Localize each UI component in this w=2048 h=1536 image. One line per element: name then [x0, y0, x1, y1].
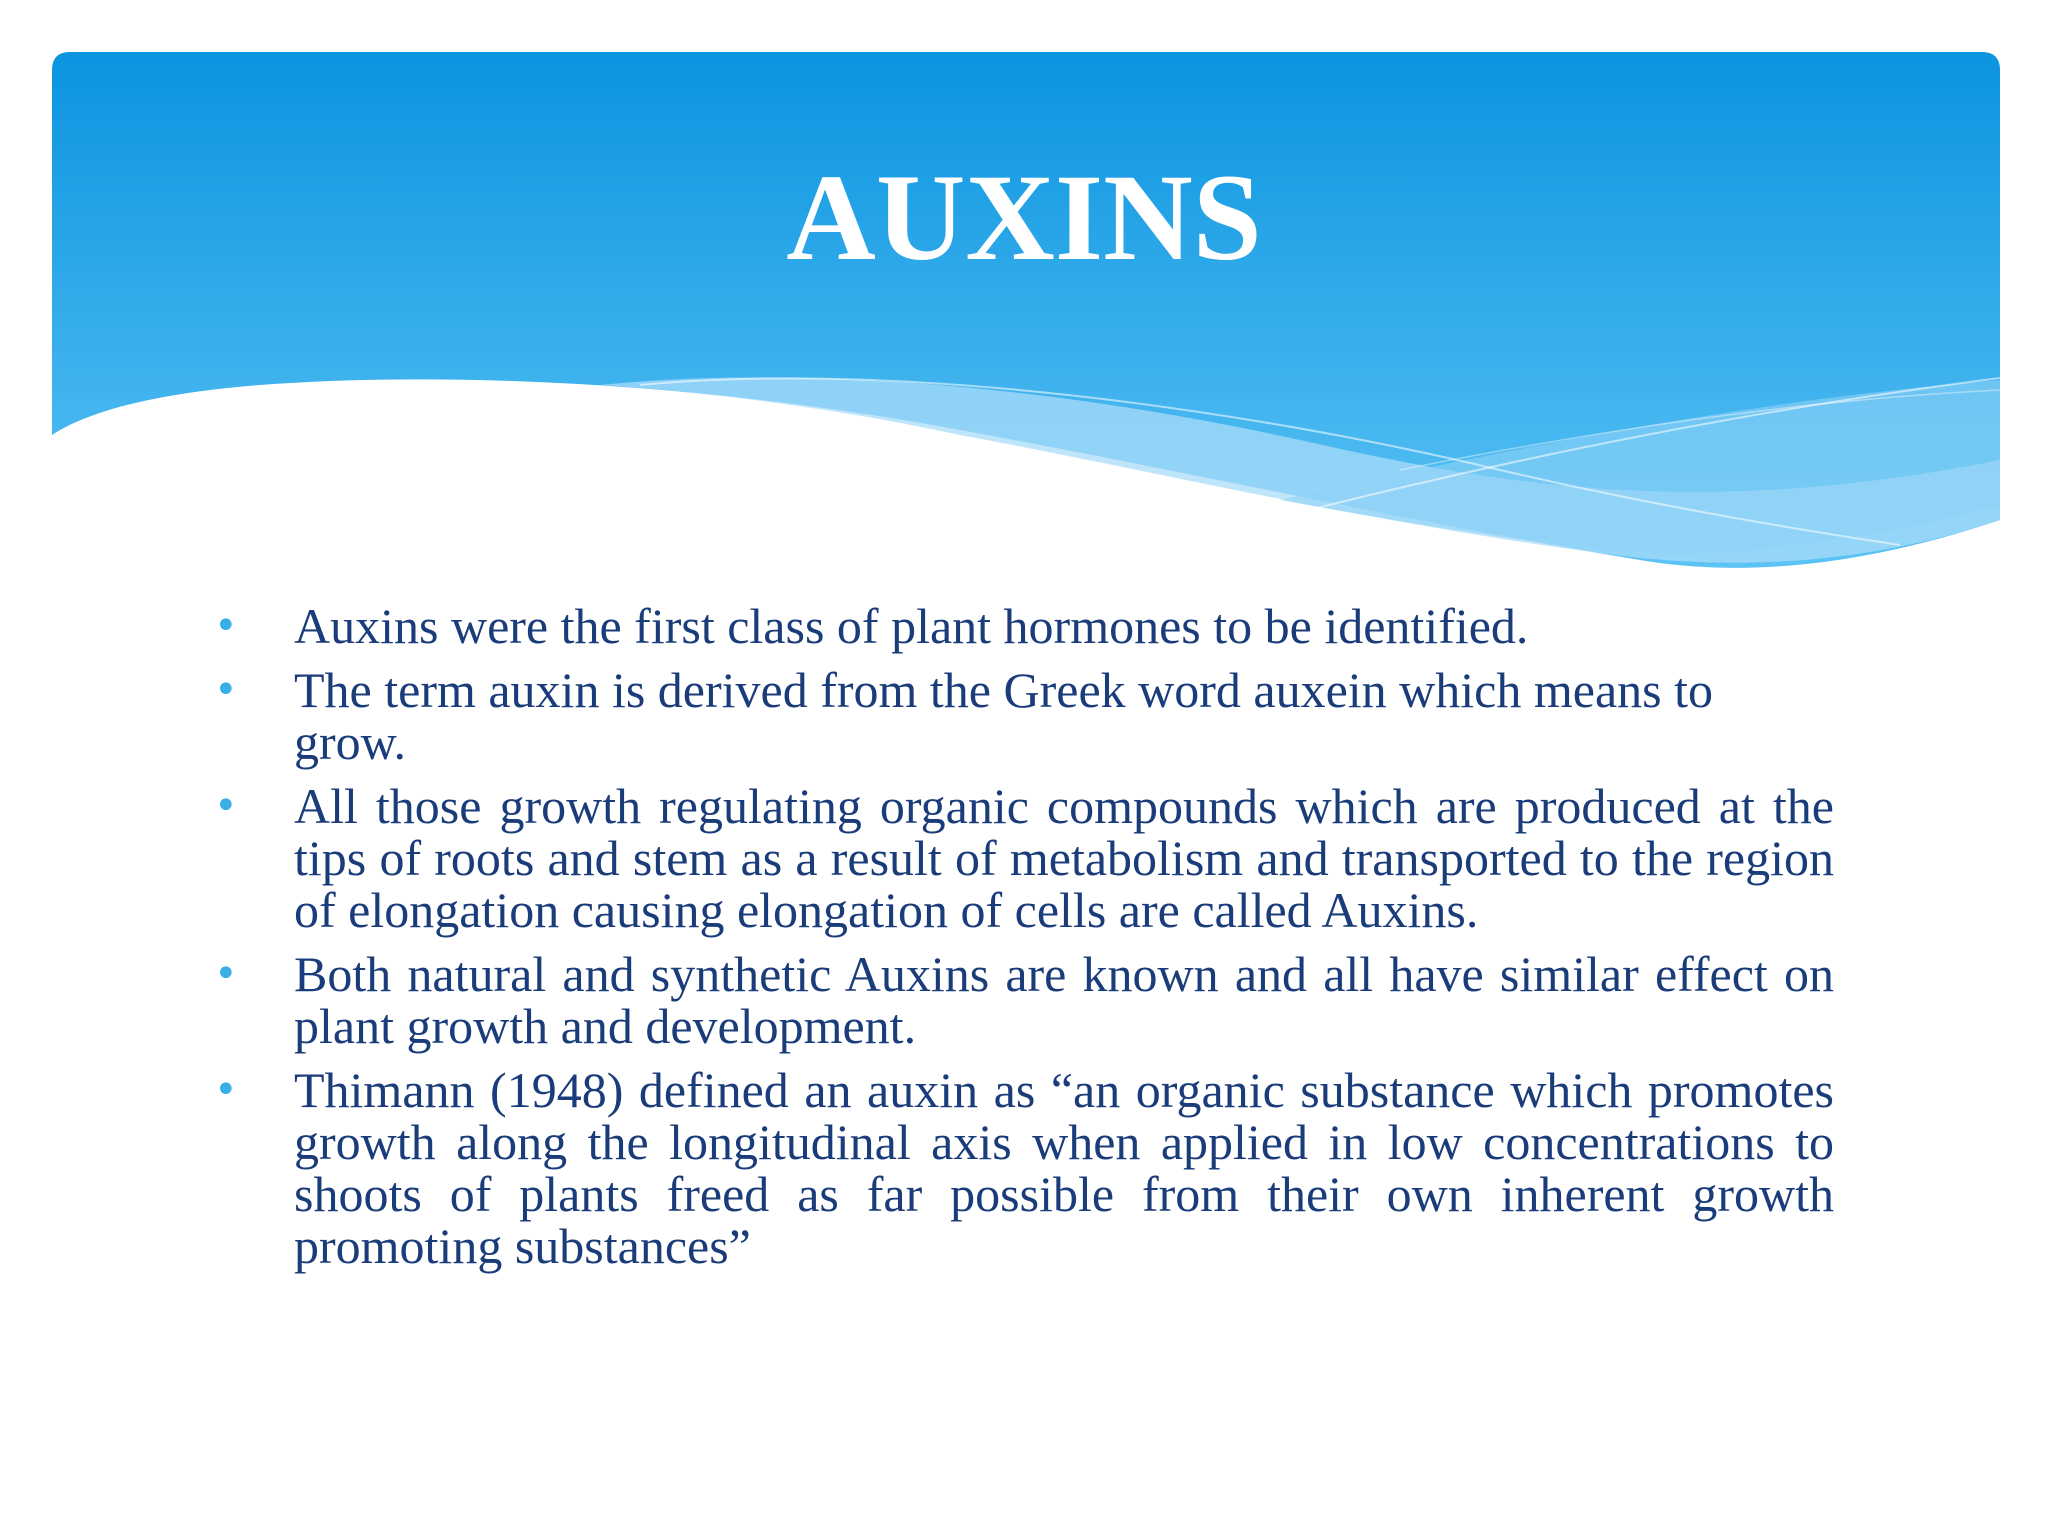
list-item [214, 948, 1834, 1052]
bullet-text: All those growth regulating organic compounds which are produced at the tips of roots and stem as a result of metabolism and transported to the region of elongation causing elongation of cells are called Auxins. [294, 778, 1834, 938]
bullet-icon: • [214, 1067, 238, 1113]
header-wave-banner [0, 0, 2048, 600]
bullet-text: Both natural and synthetic Auxins are known and all have similar effect on plant growth and development. [294, 946, 1834, 1054]
list-item [214, 600, 1834, 652]
bullet-icon: • [214, 603, 238, 649]
list-item [214, 780, 1834, 936]
bullet-text: Auxins were the first class of plant hormones to be identified. [294, 598, 1529, 654]
bullet-icon: • [214, 783, 238, 829]
bullet-icon: • [214, 951, 238, 997]
slide-title: AUXINS [786, 149, 1262, 286]
bullet-icon: • [214, 667, 238, 713]
bullet-text: The term auxin is derived from the Greek word auxein which means to grow. [294, 662, 1713, 770]
bullet-list [214, 600, 1834, 1284]
bullet-text: Thimann (1948) defined an auxin as “an organic substance which promotes growth along the longitudinal axis when applied in low concentrations to shoots of plants freed as far possible from their own inherent growth promoting substances” [294, 1062, 1834, 1274]
list-item [214, 664, 1834, 768]
list-item [214, 1064, 1834, 1272]
